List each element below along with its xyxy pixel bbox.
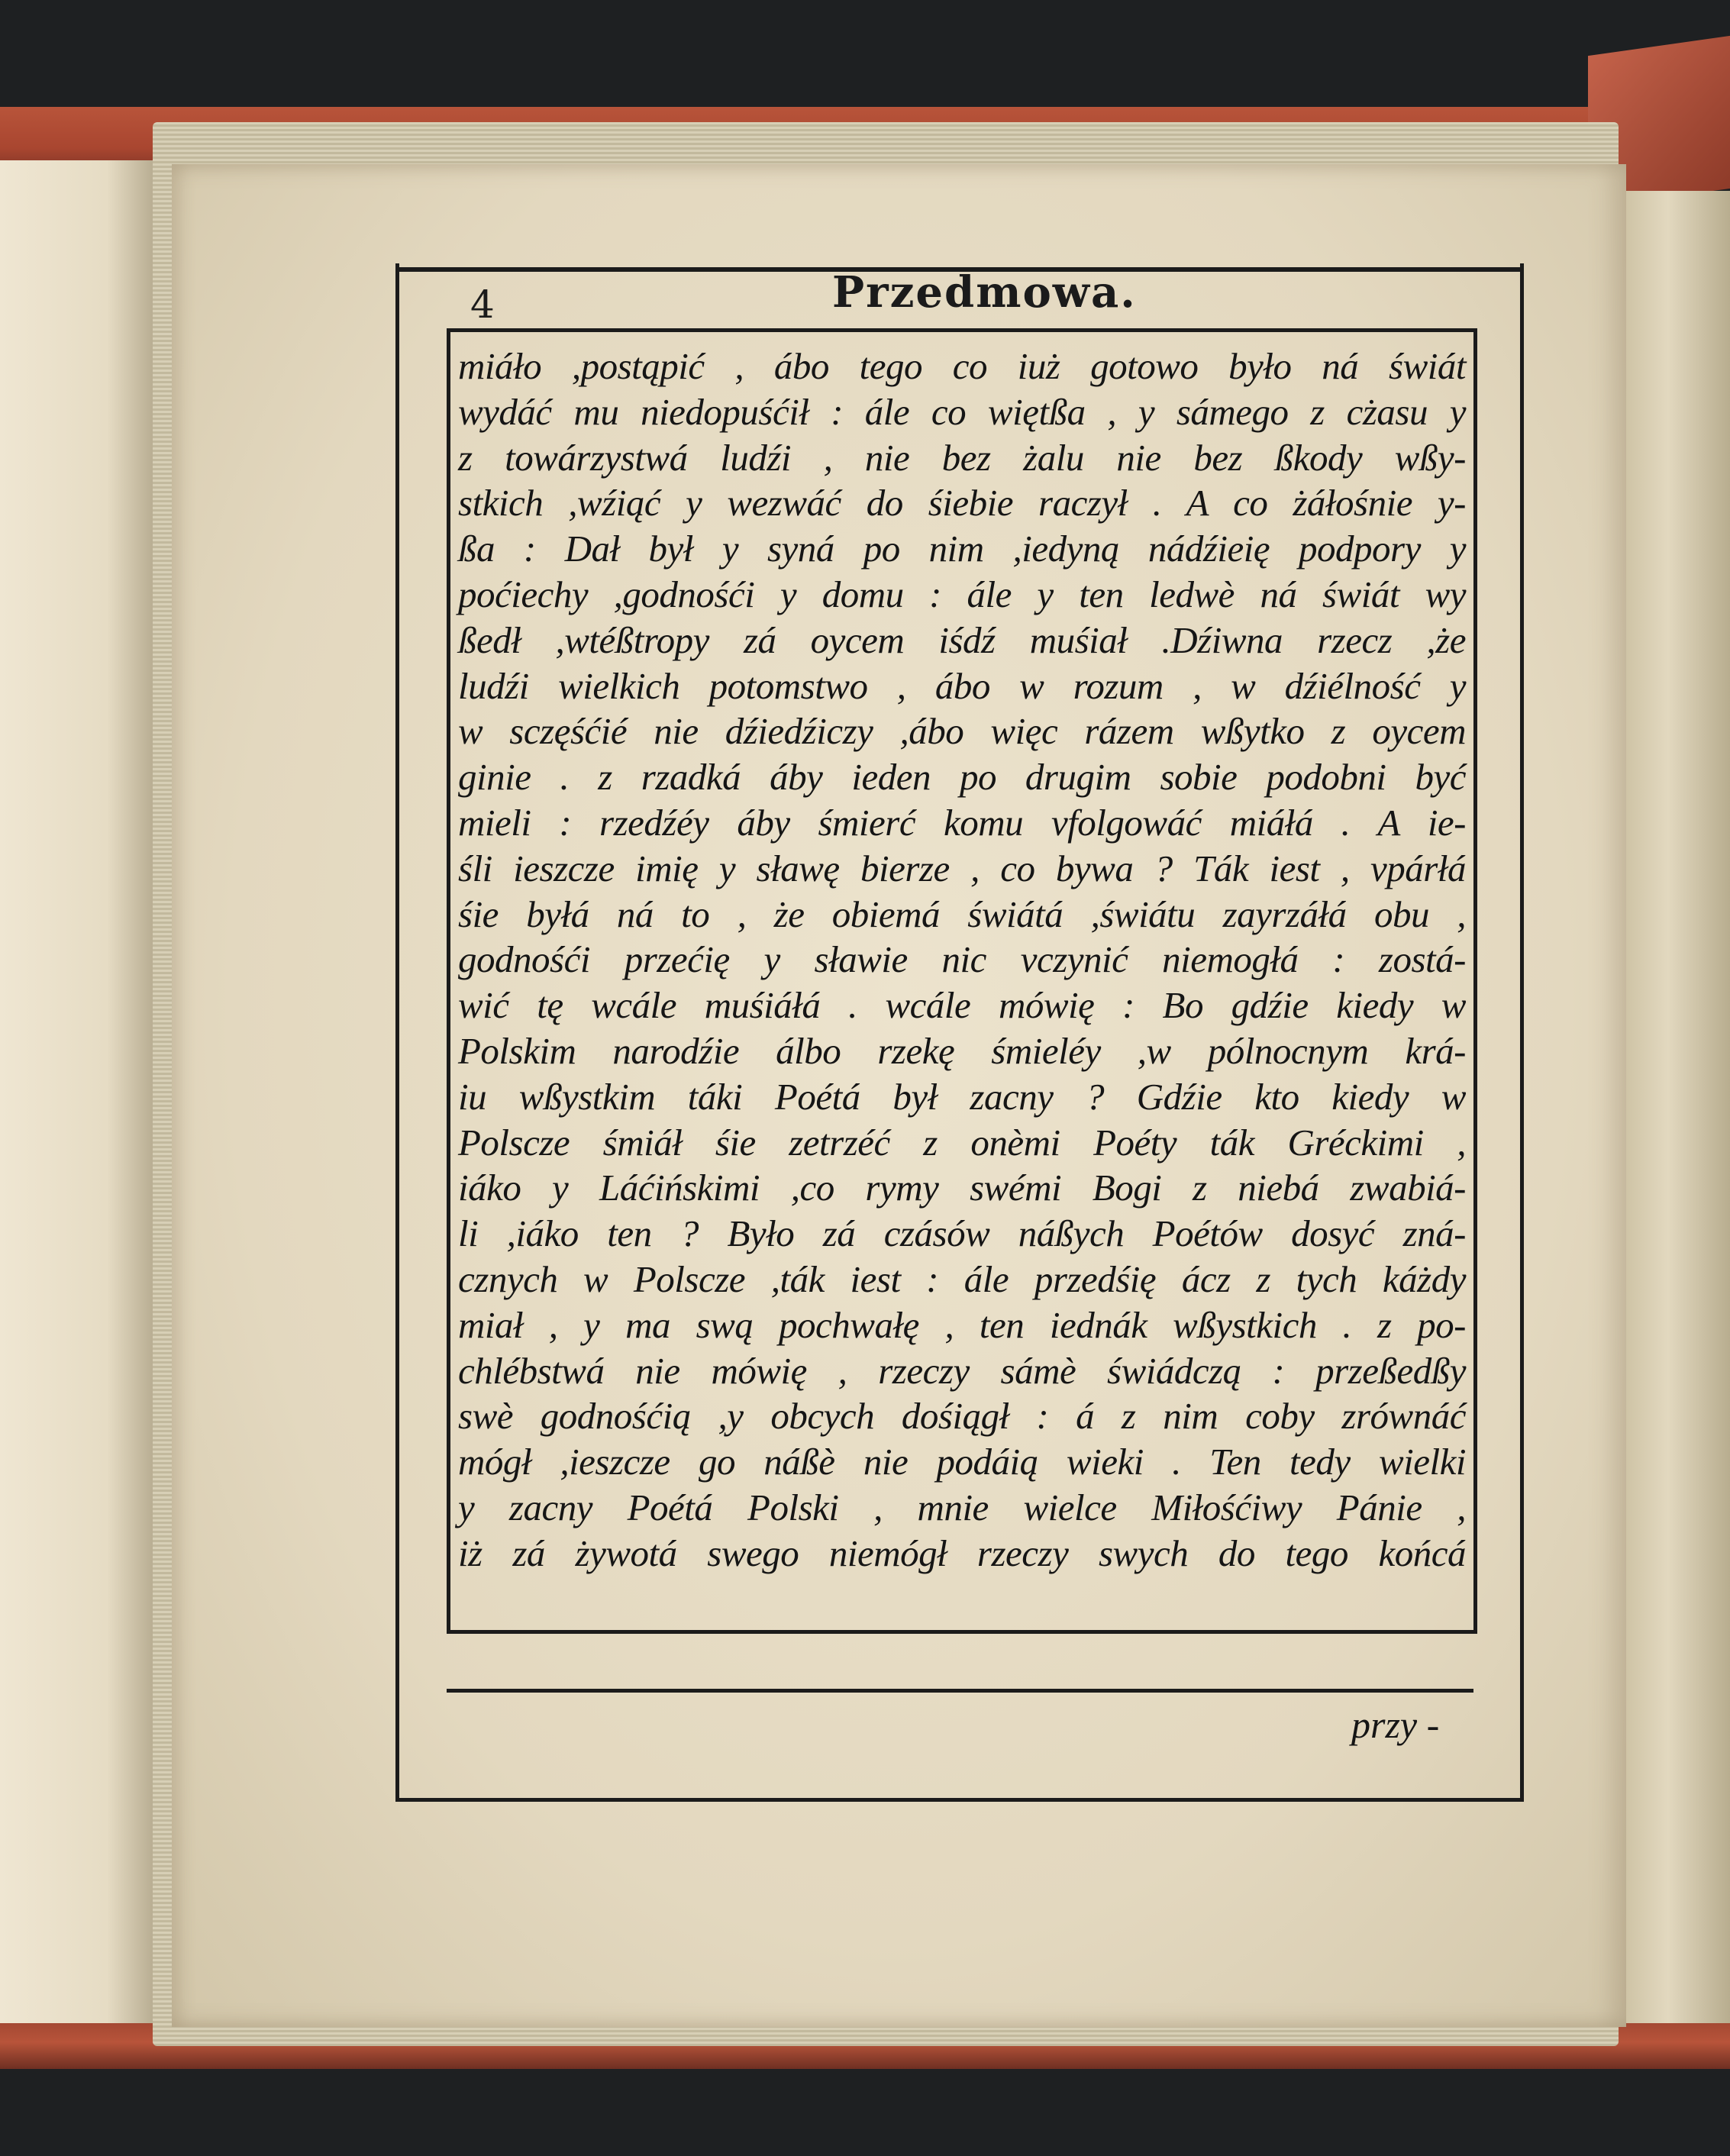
- text-line: mieli : rzedźéy áby śmierć komu vfolgowáć miáłá . A ie-: [458, 801, 1466, 844]
- left-page: [0, 160, 153, 2023]
- text-line: cznych w Polscze ,ták iest : ále przedśię ácz z tych káżdy: [458, 1257, 1466, 1300]
- text-line: wić tę wcále muśiáłá . wcále mówię : Bo gdźie kiedy w: [458, 984, 1466, 1027]
- header-rule: [447, 328, 1473, 332]
- catchword: przy -: [1351, 1703, 1440, 1746]
- page-number: 4: [470, 282, 495, 327]
- text-line: mógł ,ieszcze go náßè nie podáią wieki . Ten tedy wielki: [458, 1441, 1466, 1483]
- text-line: poćiechy ,godnośći y domu : ále y ten ledwè ná świát wy: [458, 573, 1466, 615]
- text-line: miał , y ma swą pochwałę , ten iednák wßystkich . z po-: [458, 1303, 1466, 1346]
- text-line: li ,iáko ten ? Było zá czásów náßych Poétów dosyć zná-: [458, 1212, 1466, 1255]
- text-line: ßa : Dał był y syná po nim ,iedyną nádźieię podpory y: [458, 528, 1466, 570]
- text-line: swè godnośćią ,y obcych dośiągł : á z nim coby zrównáć: [458, 1395, 1466, 1438]
- running-head: Przedmowa.: [832, 267, 1137, 318]
- text-line: stkich ,wźiąć y wezwáć do śiebie raczył . A co żáłośnie y-: [458, 482, 1466, 524]
- text-line: miáło ,postąpić , ábo tego co iuż gotowo było ná świát: [458, 345, 1466, 387]
- text-block: [458, 344, 1466, 1577]
- text-line: godnośći przećię y sławie nic vczynić niemogłá : zostá-: [458, 938, 1466, 981]
- text-line: z towárzystwá ludźi , nie bez żalu nie bez ßkody wßy-: [458, 436, 1466, 479]
- right-page-edge: [1626, 191, 1730, 2023]
- text-line: iu wßystkim táki Poétá był zacny ? Gdźie kto kiedy w: [458, 1075, 1466, 1118]
- text-line: chlébstwá nie mówię , rzeczy sámè świádczą : przeßedßy: [458, 1349, 1466, 1392]
- text-line: ßedł ,wtéßtropy zá oycem iśdź muśiał .Dźiwna rzecz ,że: [458, 618, 1466, 661]
- text-line: iż zá żywotá swego niemógł rzeczy swych do tego końcá: [458, 1531, 1466, 1574]
- text-line: ludźi wielkich potomstwo , ábo w rozum , w dźiélność y: [458, 664, 1466, 707]
- footer-rule: [447, 1689, 1473, 1693]
- text-line: w sczęśćié nie dźiedźiczy ,ábo więc rázem wßytko z oycem: [458, 710, 1466, 753]
- text-line: wydáć mu niedopuśćił : ále co więtßa , y sámego z cżasu y: [458, 390, 1466, 433]
- text-line: Polscze śmiáł śie zetrzéć z onèmi Poéty ták Gréckimi ,: [458, 1121, 1466, 1164]
- text-line: iáko y Láćińskimi ,co rymy swémi Bogi z niebá zwabiá-: [458, 1167, 1466, 1209]
- text-line: śie byłá ná to , że obiemá świátá ,świátu zayrzáłá obu ,: [458, 892, 1466, 935]
- text-line: y zacny Poétá Polski , mnie wielce Miłośćiwy Pánie ,: [458, 1486, 1466, 1528]
- text-line: śli ieszcze imię y sławę bierze , co bywa ? Ták iest , vpárłá: [458, 847, 1466, 889]
- text-line: Polskim narodźie álbo rzekę śmieléy ,w pólnocnym krá-: [458, 1029, 1466, 1072]
- text-line: ginie . z rzadká áby ieden po drugim sobie podobni być: [458, 756, 1466, 799]
